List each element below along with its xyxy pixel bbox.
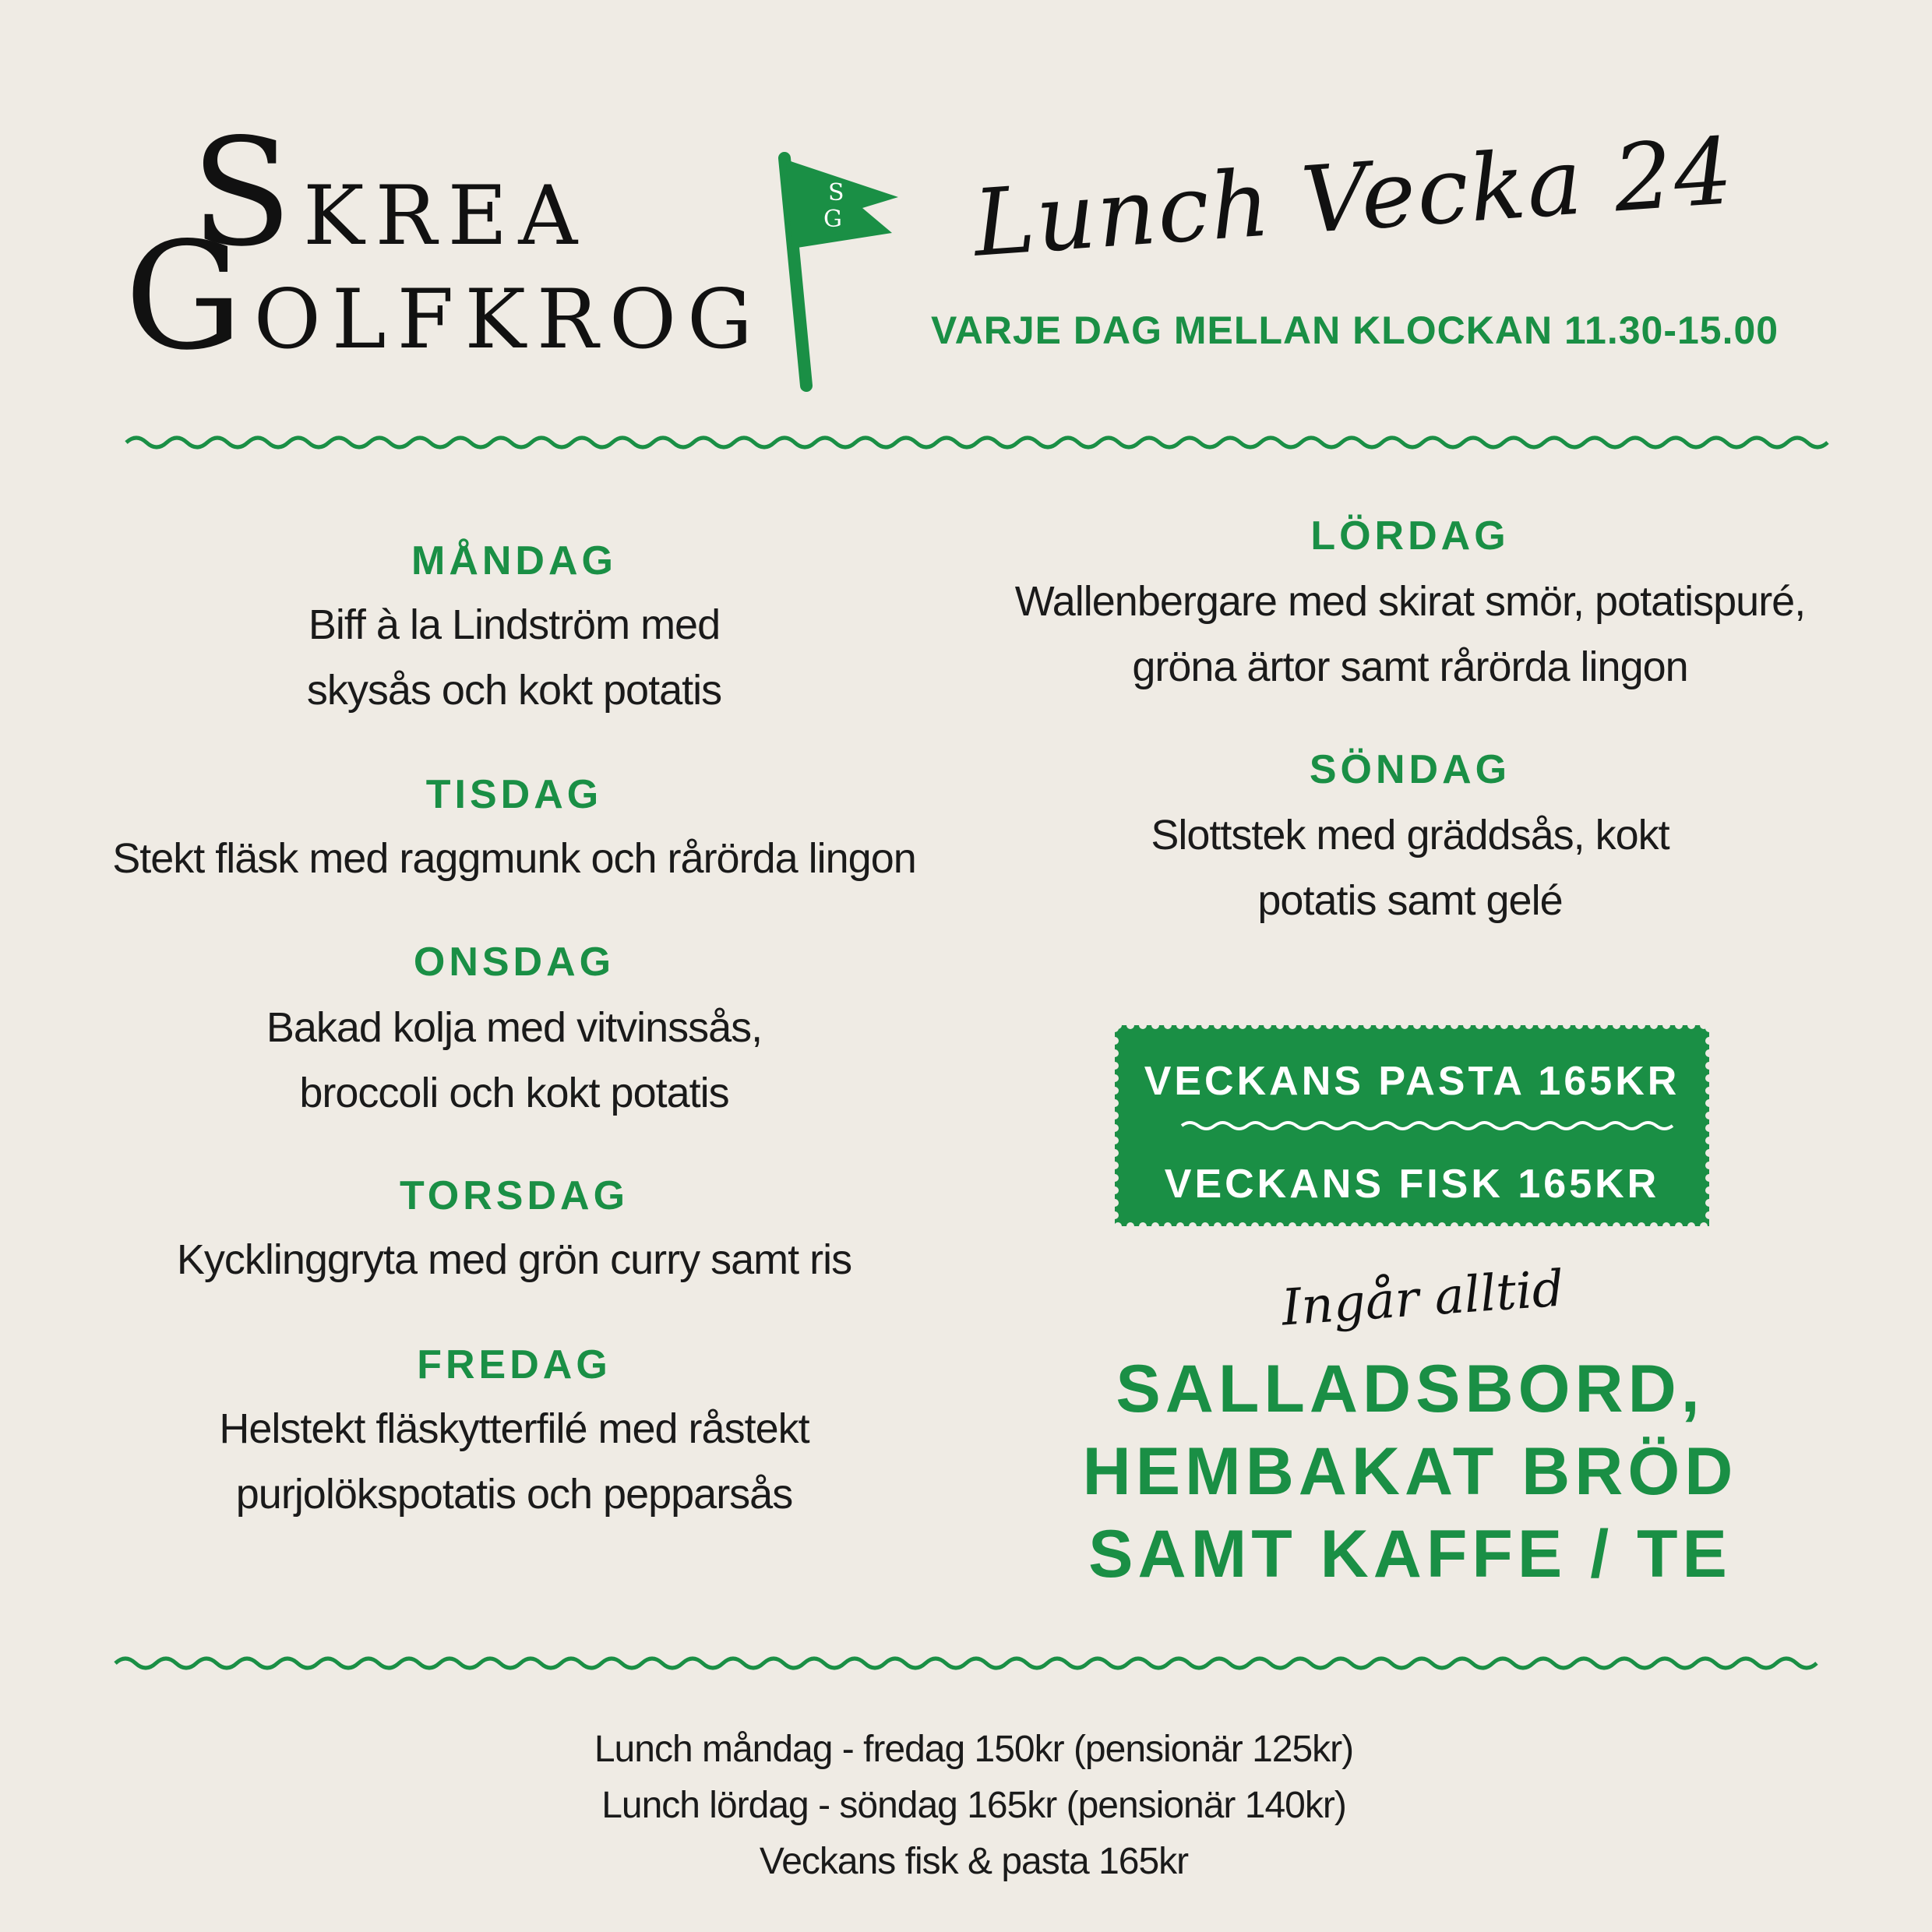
price-footer (265, 1722, 1683, 1890)
bottom-wave-divider (0, 1648, 1932, 1679)
dish-sunday: Slottstek med gräddsås, kokt potatis samt gelé (1151, 812, 1669, 924)
dish-friday: Helstekt fläskytterfilé med råstekt purjolökspotatis och pepparsås (219, 1405, 809, 1518)
page-title: Lunch Vecka 24 (970, 116, 1738, 277)
day-heading-saturday: LÖRDAG (1310, 513, 1510, 559)
day-heading-thursday: TORSDAG (399, 1173, 629, 1218)
always-included-items: SALLADSBORD, HEMBAKAT BRÖD SAMT KAFFE / TE (1082, 1352, 1738, 1592)
always-included-label: Ingår alltid (1279, 1260, 1566, 1338)
logo-line-skrea: SKREA (191, 107, 589, 279)
price-specials: Veckans fisk & pasta 165kr (759, 1841, 1189, 1882)
day-heading-friday: FREDAG (417, 1342, 612, 1387)
opening-hours: VARJE DAG MELLAN KLOCKAN 11.30-15.00 (931, 308, 1779, 352)
price-weekday: Lunch måndag - fredag 150kr (pensionär 125kr) (594, 1729, 1354, 1770)
weekday-column (78, 0, 950, 1558)
dish-monday: Biff à la Lindström med skysås och kokt potatis (306, 601, 722, 714)
weekend-column (974, 0, 1846, 1013)
flag-monogram-top: S (828, 179, 844, 206)
dish-saturday: Wallenbergare med skirat smör, potatispuré, gröna ärtor samt rårörda lingon (1014, 578, 1806, 690)
day-heading-monday: MÅNDAG (411, 538, 617, 583)
dish-wednesday: Bakad kolja med vitvinssås, broccoli och kokt potatis (266, 1004, 763, 1116)
weekly-specials-box (1110, 1021, 1714, 1231)
dish-tuesday: Stekt fläsk med raggmunk och rårörda lingon (112, 835, 916, 882)
day-heading-tuesday: TISDAG (425, 772, 603, 817)
flag-monogram-bottom: G (823, 206, 842, 233)
special-fish: VECKANS FISK 165KR (1164, 1162, 1660, 1207)
day-heading-sunday: SÖNDAG (1309, 747, 1511, 792)
day-heading-wednesday: ONSDAG (413, 940, 615, 985)
logo-line-golfkrog: GOLFKROG (125, 210, 763, 383)
price-weekend: Lunch lördag - söndag 165kr (pensionär 140kr) (601, 1785, 1346, 1826)
dish-thursday: Kycklinggryta med grön curry samt ris (176, 1236, 852, 1283)
special-pasta: VECKANS PASTA 165KR (1144, 1059, 1680, 1104)
